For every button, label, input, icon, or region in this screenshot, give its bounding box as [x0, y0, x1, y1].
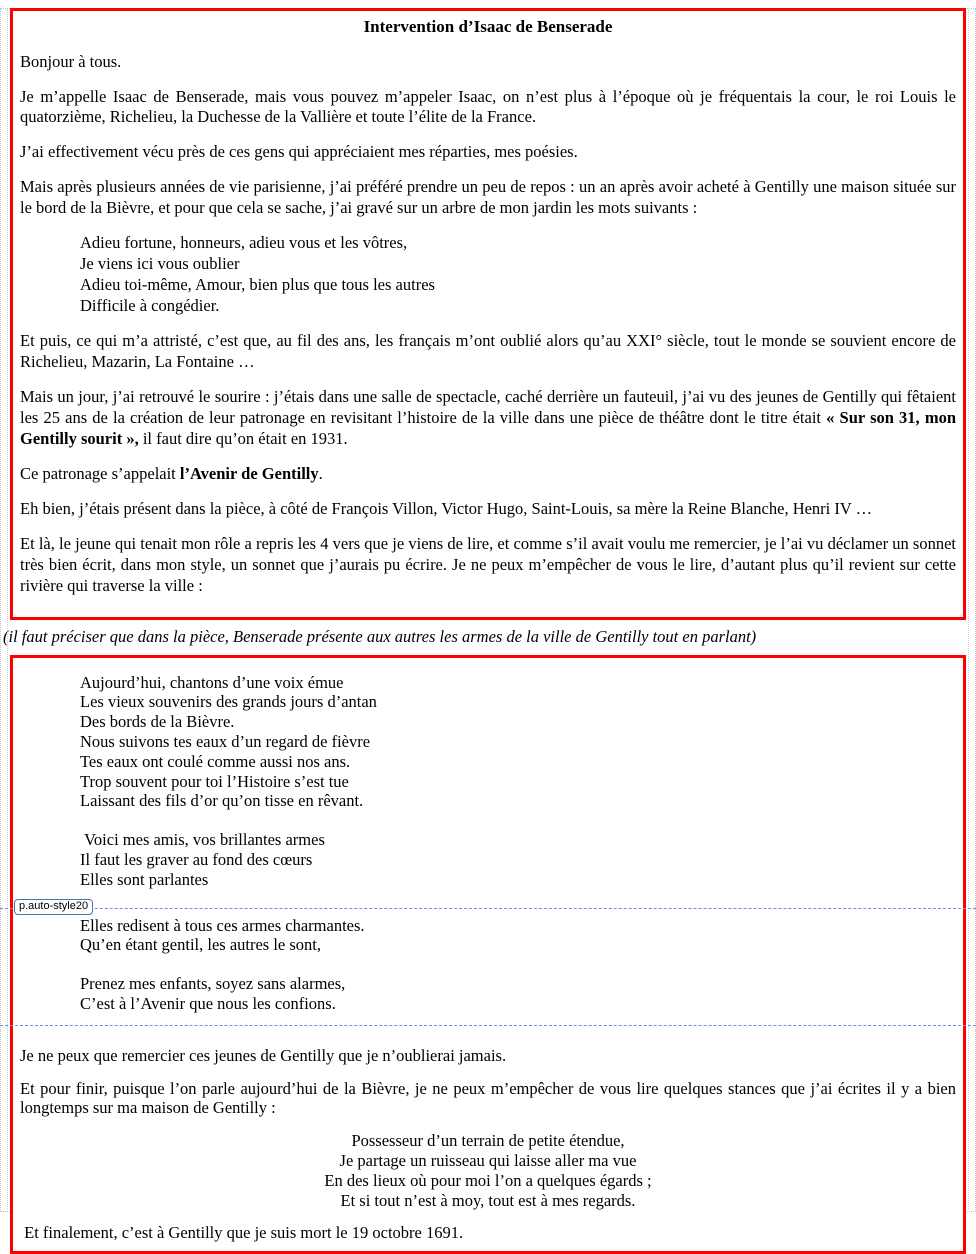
- poem-line[interactable]: Adieu toi-même, Amour, bien plus que tous les autres: [80, 275, 435, 295]
- paragraph-sourire-text[interactable]: Mais un jour, j’ai retrouvé le sourire : j’étais dans une salle de spectacle, caché derrière un fauteuil, j’ai vu des jeunes de Gentilly qui fêtaient les 25 ans de la création de leur patronage en revisitant l’histoire de la ville dans une pièce de théâtre dont le titre était: [20, 387, 956, 427]
- paragraph-etla[interactable]: Et là, le jeune qui tenait mon rôle a repris les 4 vers que je viens de lire, et comme s’il avait voulu me remercier, je l’ai vu déclamer un sonnet très bien écrit, dans mon style, un sonnet que j’aurais pu écrire. Je ne peux m’empêcher de vous le lire, d’autant plus qu’il revient sur cette rivière qui traverse la ville :: [20, 533, 956, 595]
- poem-line[interactable]: Laissant des fils d’or qu’on tisse en rêvant.: [80, 791, 364, 811]
- poem-line[interactable]: Qu’en étant gentil, les autres le sont,: [80, 935, 322, 955]
- selected-paragraph-auto-style20[interactable]: [19, 899, 956, 1026]
- paragraph-presentation[interactable]: Je m’appelle Isaac de Benserade, mais vous pouvez m’appeler Isaac, on n’est plus à l’époque où je fréquentais la cour, le roi Louis le quatorzième, Richelieu, la Duchesse de la Vallière et toute l’élite de la France.: [20, 86, 956, 127]
- content-box-upper: [10, 8, 966, 620]
- poem-line[interactable]: Je partage un ruisseau qui laisse aller ma vue: [339, 1150, 637, 1170]
- poem-line[interactable]: Voici mes amis, vos brillantes armes: [80, 830, 325, 850]
- stage-direction-note[interactable]: (il faut préciser que dans la pièce, Benserade présente aux autres les armes de la ville de Gentilly tout en parlant): [3, 626, 757, 646]
- poem-line[interactable]: Difficile à congédier.: [80, 296, 220, 316]
- poem-voici[interactable]: [20, 830, 956, 889]
- paragraph-patronage[interactable]: [20, 464, 956, 485]
- poem-line[interactable]: Des bords de la Bièvre.: [80, 712, 235, 732]
- poem-line[interactable]: Aujourd’hui, chantons d’une voix émue: [80, 672, 344, 692]
- paragraph-patronage-text[interactable]: Ce patronage s’appelait: [20, 463, 180, 483]
- play-title-bold[interactable]: « Sur son 31, mon Gentilly sourit »,: [20, 407, 956, 448]
- element-tag-label[interactable]: p.auto-style20: [14, 899, 93, 915]
- paragraph-patronage-end[interactable]: .: [318, 463, 323, 483]
- paragraph-pourfinir[interactable]: Et pour finir, puisque l’on parle aujourd’hui de la Bièvre, je ne peux m’empêcher de vous lire quelques stances que j’ai écrites il y a bien longtemps sur ma maison de Gentilly :: [20, 1078, 956, 1118]
- poem-line[interactable]: Elles redisent à tous ces armes charmantes.: [80, 915, 365, 935]
- poem-line[interactable]: Possesseur d’un terrain de petite étendue,: [351, 1131, 625, 1151]
- paragraph-ehbien[interactable]: Eh bien, j’étais présent dans la pièce, à côté de François Villon, Victor Hugo, Saint-Louis, sa mère la Reine Blanche, Henri IV …: [20, 498, 873, 518]
- poem-line[interactable]: Prenez mes enfants, soyez sans alarmes,: [80, 974, 346, 994]
- paragraph-finalement[interactable]: Et finalement, c’est à Gentilly que je suis mort le 19 octobre 1691.: [20, 1223, 464, 1243]
- poem-line[interactable]: Adieu fortune, honneurs, adieu vous et les vôtres,: [80, 233, 408, 253]
- poem-adieu[interactable]: [20, 233, 956, 317]
- document-title[interactable]: Intervention d’Isaac de Benserade: [363, 17, 613, 36]
- poem-line[interactable]: Les vieux souvenirs des grands jours d’antan: [80, 692, 377, 712]
- document-page: [0, 8, 976, 1254]
- poem-prenez[interactable]: [20, 974, 956, 1014]
- paragraph-attriste[interactable]: Et puis, ce qui m’a attristé, c’est que, au fil des ans, les français m’ont oublié alors qu’au XXI° siècle, tout le monde se souvient encore de Richelieu, Mazarin, La Fontaine …: [20, 331, 956, 372]
- paragraph-bonjour[interactable]: Bonjour à tous.: [20, 51, 122, 71]
- paragraph-sourire[interactable]: [20, 387, 956, 450]
- poem-line[interactable]: Et si tout n’est à moy, tout est à mes regards.: [340, 1190, 636, 1210]
- paragraph-remercier[interactable]: Je ne peux que remercier ces jeunes de Gentilly que je n’oublierai jamais.: [20, 1045, 507, 1065]
- poem-line[interactable]: C’est à l’Avenir que nous les confions.: [80, 993, 336, 1013]
- poem-line[interactable]: Elles sont parlantes: [80, 869, 209, 889]
- patronage-name-bold[interactable]: l’Avenir de Gentilly: [179, 463, 319, 483]
- content-box-lower: [10, 655, 966, 1254]
- poem-line[interactable]: En des lieux où pour moi l’on a quelques égards ;: [324, 1170, 652, 1190]
- blank-line: [20, 955, 956, 974]
- poem-line[interactable]: Trop souvent pour toi l’Histoire s’est tue: [80, 771, 349, 791]
- poem-possesseur[interactable]: [20, 1131, 956, 1210]
- block-guide-bottom-line: [0, 1025, 976, 1026]
- poem-line[interactable]: Tes eaux ont coulé comme aussi nos ans.: [80, 751, 351, 771]
- poem-aujourdhui[interactable]: [20, 673, 956, 812]
- poem-line[interactable]: Il faut les graver au fond des cœurs: [80, 849, 313, 869]
- poem-line[interactable]: Je viens ici vous oublier: [80, 254, 240, 274]
- block-guide-top-line: [0, 908, 976, 909]
- poem-line[interactable]: Nous suivons tes eaux d’un regard de fièvre: [80, 731, 371, 751]
- poem-elles-redisent[interactable]: [20, 916, 956, 956]
- paragraph-vecu[interactable]: J’ai effectivement vécu près de ces gens qui appréciaient mes réparties, mes poésies.: [20, 142, 578, 162]
- paragraph-sourire-end[interactable]: il faut dire qu’on était en 1931.: [138, 428, 348, 448]
- paragraph-repos[interactable]: Mais après plusieurs années de vie parisienne, j’ai préféré prendre un peu de repos : un an après avoir acheté à Gentilly une maison située sur le bord de la Bièvre, et pour que cela se sache, j’ai gravé sur un arbre de mon jardin les mots suivants :: [20, 177, 956, 218]
